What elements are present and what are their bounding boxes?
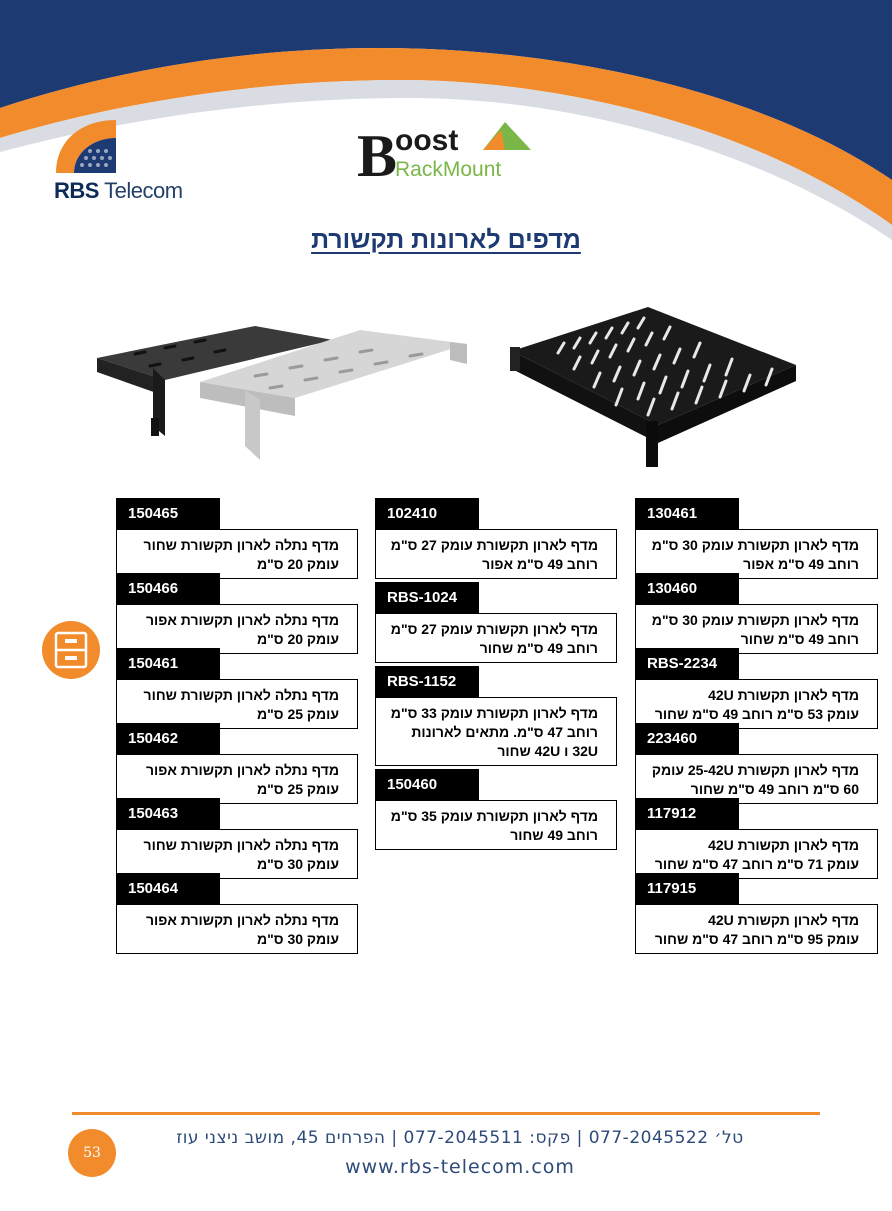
product-description <box>375 529 617 579</box>
product-description <box>635 829 878 879</box>
product-description-line: רוחב 49 ס"מ שחור <box>740 631 859 647</box>
product-description-line: מדף לארון תקשורת עומק 27 ס"מ <box>390 537 598 553</box>
product-description <box>635 679 878 729</box>
product-description-line: עומק 25 ס"מ <box>257 706 339 722</box>
product-item <box>635 573 878 654</box>
product-item <box>116 798 358 879</box>
product-description-line: עומק 71 ס"מ רוחב 47 ס"מ שחור <box>654 856 859 872</box>
product-code: RBS-1024 <box>375 582 479 613</box>
product-code: 150462 <box>116 723 220 754</box>
product-code: 150460 <box>375 769 479 800</box>
product-column-right <box>635 498 878 954</box>
page-title: מדפים לארונות תקשורת <box>311 226 581 254</box>
product-item <box>635 648 878 729</box>
product-description-line: עומק 20 ס"מ <box>257 556 339 572</box>
product-description <box>375 613 617 663</box>
product-description-line: מדף לארון תקשורת 42U <box>708 912 859 928</box>
product-description-line: מדף נתלה לארון תקשורת אפור <box>145 762 339 778</box>
product-code: RBS-1152 <box>375 666 479 697</box>
product-code: 150464 <box>116 873 220 904</box>
footer-contact: טל׳ 077-2045522 | פקס: 077-2045511 | הפרחים 45, מושב ניצני עוז <box>176 1128 744 1148</box>
product-code: 117912 <box>635 798 739 829</box>
product-description-line: עומק 30 ס"מ <box>257 931 339 947</box>
product-description-line: מדף נתלה לארון תקשורת שחור <box>143 687 339 703</box>
product-code: 130461 <box>635 498 739 529</box>
product-item <box>635 873 878 954</box>
product-code: 223460 <box>635 723 739 754</box>
product-description-line: עומק 30 ס"מ <box>257 856 339 872</box>
product-description <box>375 697 617 766</box>
product-item <box>116 723 358 804</box>
product-description-line: עומק 25 ס"מ <box>257 781 339 797</box>
boost-logo-rackmount: RackMount <box>395 158 502 181</box>
product-description-line: רוחב 49 ס"מ שחור <box>479 640 598 656</box>
product-description-line: רוחב 49 שחור <box>510 827 598 843</box>
boost-logo-oost: oost <box>395 124 459 157</box>
product-description-line: מדף לארון תקשורת עומק 30 ס"מ <box>651 612 859 628</box>
product-item <box>116 648 358 729</box>
product-item <box>375 498 617 579</box>
product-item <box>375 769 617 850</box>
vented-shelf-image <box>508 303 800 471</box>
product-column-left <box>116 498 358 954</box>
product-description-line: מדף לארון תקשורת 42U <box>708 687 859 703</box>
product-description-line: מדף נתלה לארון תקשורת שחור <box>143 537 339 553</box>
product-code: 150466 <box>116 573 220 604</box>
rbs-telecom-wordmark: RBS Telecom <box>54 178 183 203</box>
boost-logo-b: B <box>357 123 398 184</box>
product-item <box>116 498 358 579</box>
product-description-line: עומק 95 ס"מ רוחב 47 ס"מ שחור <box>654 931 859 947</box>
product-description-line: מדף נתלה לארון תקשורת אפור <box>145 612 339 628</box>
product-description-line: מדף לארון תקשורת עומק 35 ס"מ <box>390 808 598 824</box>
product-description <box>116 529 358 579</box>
product-description-line: מדף לארון תקשורת 42U <box>708 837 859 853</box>
product-code: 150465 <box>116 498 220 529</box>
product-item <box>116 873 358 954</box>
product-code: 102410 <box>375 498 479 529</box>
drawer-cabinet-icon <box>42 621 100 679</box>
product-description-line: רוחב 47 ס"מ. מתאים לארונות <box>411 724 598 740</box>
product-item <box>375 582 617 663</box>
product-description <box>635 604 878 654</box>
product-description-line: עומק 53 ס"מ רוחב 49 ס"מ שחור <box>654 706 859 722</box>
product-description-line: מדף לארון תקשורת 25-42U עומק <box>651 762 859 778</box>
product-description <box>635 529 878 579</box>
product-description <box>635 754 878 804</box>
footer-website[interactable]: www.rbs-telecom.com <box>345 1156 575 1178</box>
product-code: 117915 <box>635 873 739 904</box>
product-description-line: מדף לארון תקשורת עומק 30 ס"מ <box>651 537 859 553</box>
product-description-line: רוחב 49 ס"מ אפור <box>482 556 598 572</box>
product-description-line: מדף לארון תקשורת עומק 33 ס"מ <box>390 705 598 721</box>
product-description <box>116 904 358 954</box>
product-item <box>635 723 878 804</box>
product-description <box>116 754 358 804</box>
product-description-line: מדף לארון תקשורת עומק 27 ס"מ <box>390 621 598 637</box>
product-code: 150461 <box>116 648 220 679</box>
product-item <box>116 573 358 654</box>
product-description-line: 60 ס"מ רוחב 49 ס"מ שחור <box>690 781 859 797</box>
page-number: 53 <box>68 1129 116 1177</box>
product-item <box>635 498 878 579</box>
footer-divider <box>72 1112 820 1115</box>
product-item <box>375 666 617 766</box>
product-code: 150463 <box>116 798 220 829</box>
product-description <box>635 904 878 954</box>
product-description <box>116 829 358 879</box>
product-description-line: עומק 20 ס"מ <box>257 631 339 647</box>
boost-rackmount-logo <box>355 118 540 184</box>
product-description <box>116 604 358 654</box>
product-code: 130460 <box>635 573 739 604</box>
product-description-line: 32U ו 42U שחור <box>497 743 598 759</box>
product-item <box>635 798 878 879</box>
product-description-line: מדף נתלה לארון תקשורת אפור <box>145 912 339 928</box>
product-description-line: רוחב 49 ס"מ אפור <box>743 556 859 572</box>
product-description <box>375 800 617 850</box>
product-description-line: מדף נתלה לארון תקשורת שחור <box>143 837 339 853</box>
cantilever-shelves-image <box>95 318 475 466</box>
product-code: RBS-2234 <box>635 648 739 679</box>
product-column-middle <box>375 498 617 850</box>
product-description <box>116 679 358 729</box>
